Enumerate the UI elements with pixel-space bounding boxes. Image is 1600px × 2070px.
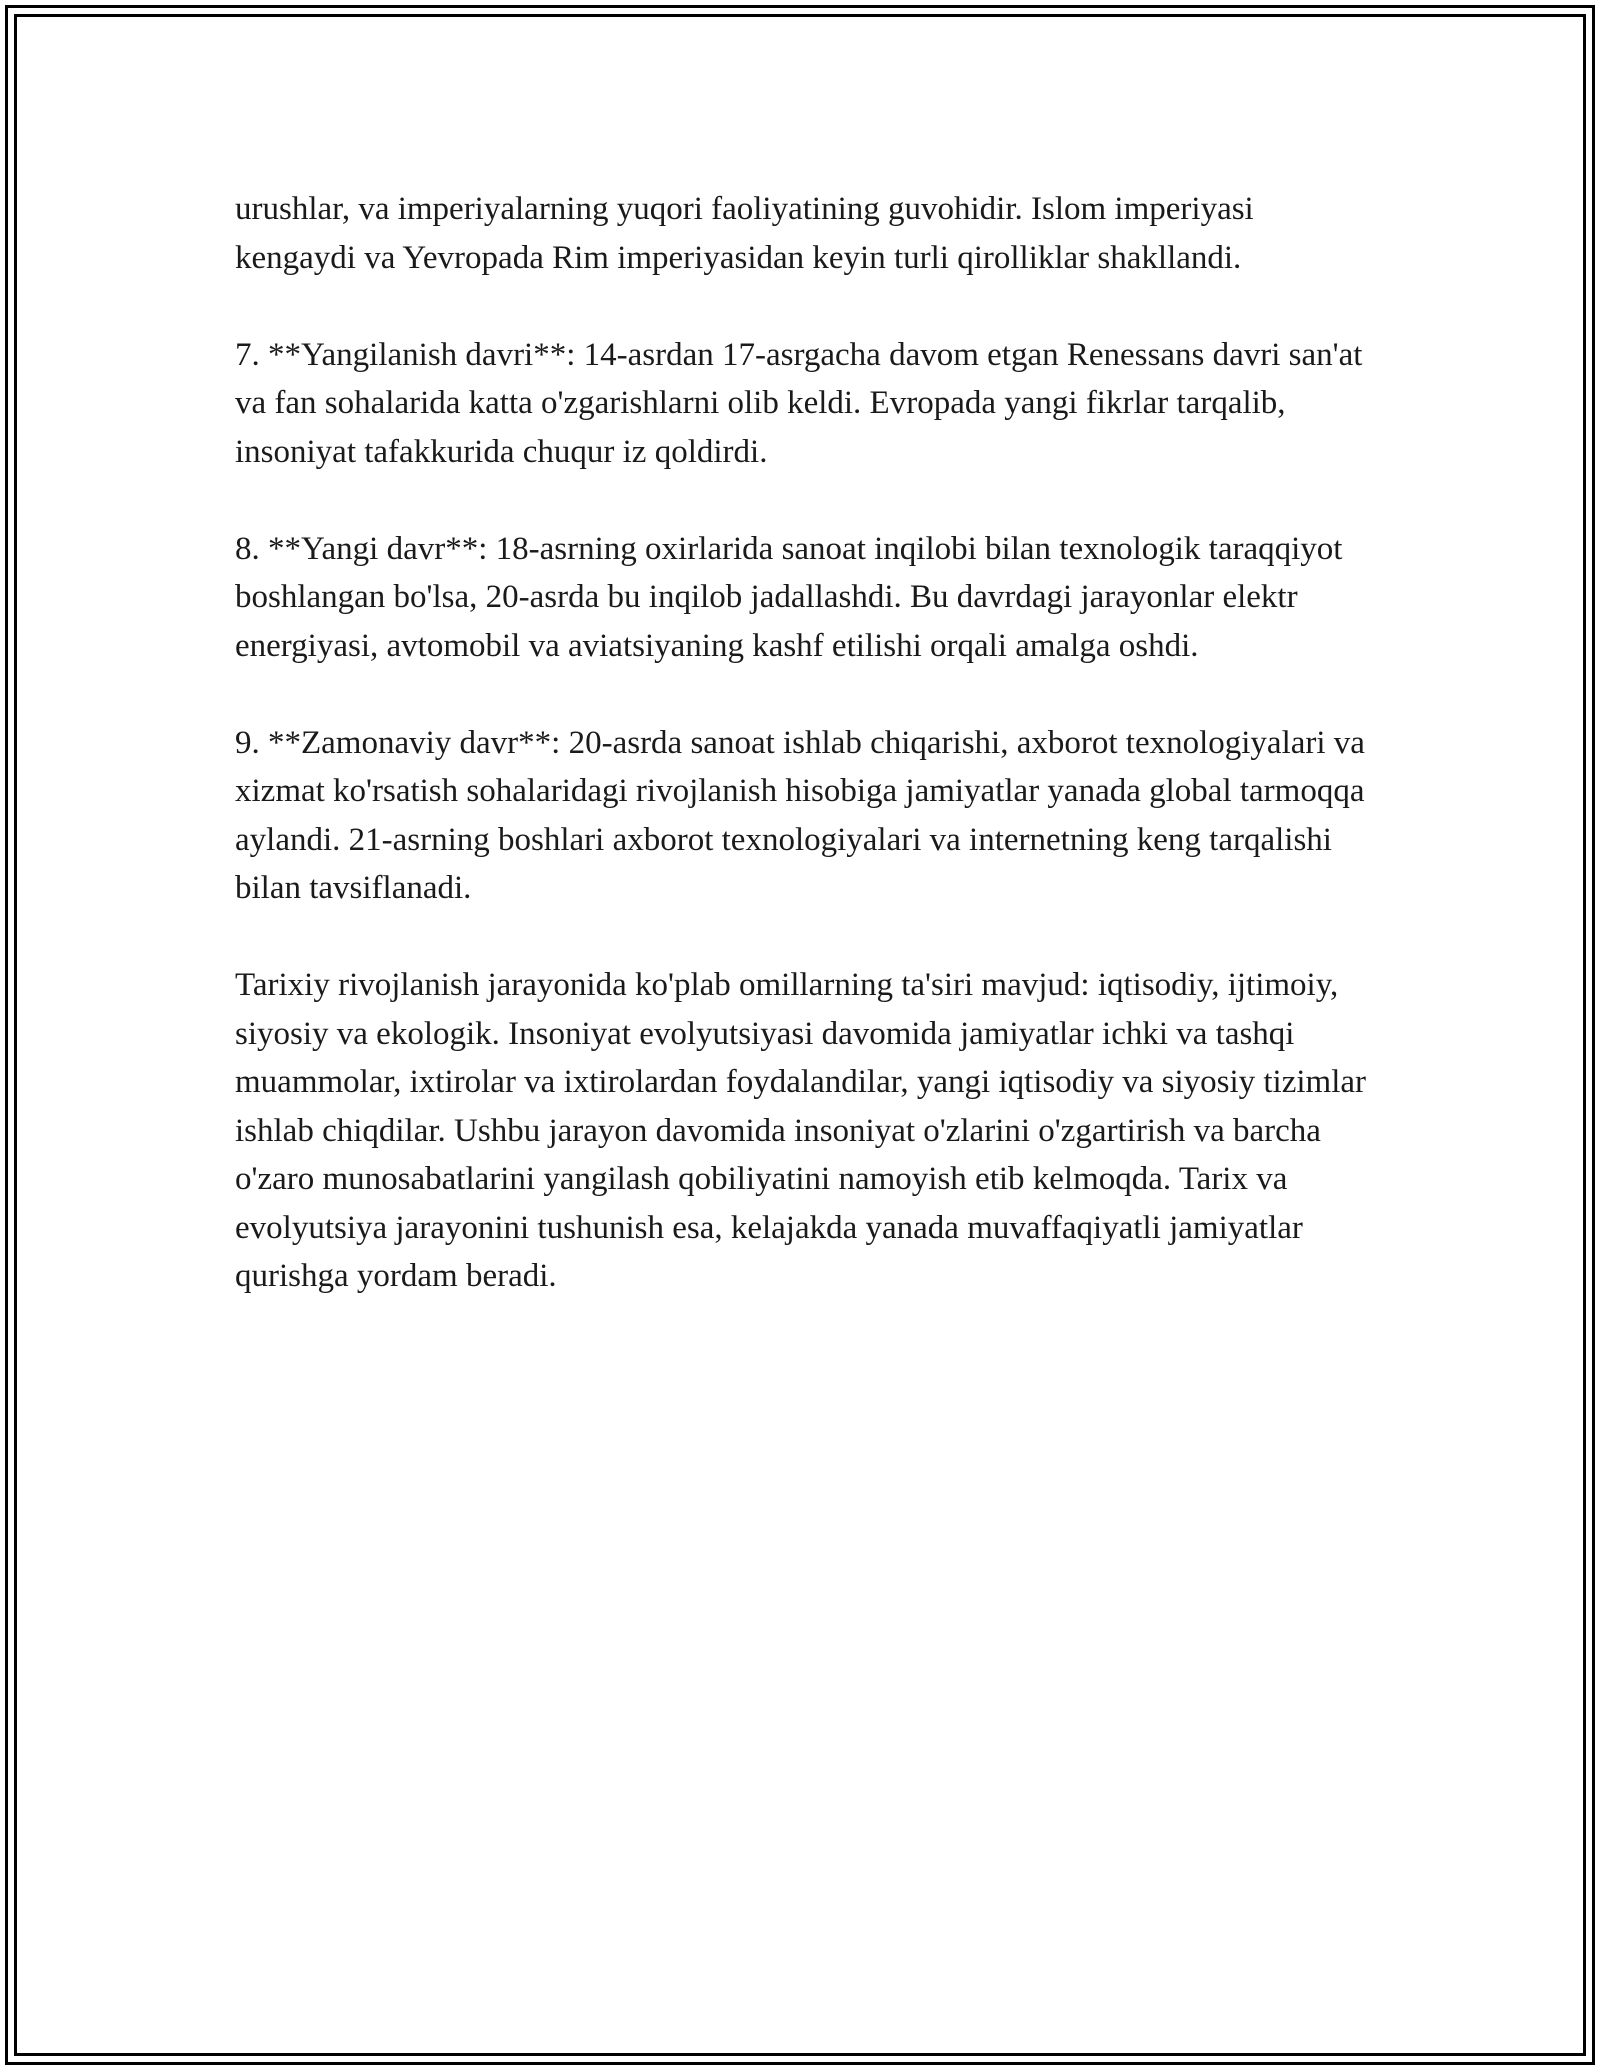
paragraph-new-era: 8. **Yangi davr**: 18-asrning oxirlarida sanoat inqilobi bilan texnologik taraqqiyot boshlangan bo'lsa, 20-asrda bu inqilob jadallashdi. Bu davrdagi jarayonlar elektr energiyasi, avtomobil va aviatsiyaning kashf etilishi orqali amalga oshdi. xyxy=(235,530,1343,664)
paragraph-modern-era: 9. **Zamonaviy davr**: 20-asrda sanoat ishlab chiqarishi, axborot texnologiyalari va xizmat ko'rsatish sohalaridagi rivojlanish hisobiga jamiyatlar yanada global tarmoqqa aylandi. 21-asrning boshlari axborot texnologiyalari va internetning keng tarqalishi bilan tavsiflanadi. xyxy=(235,724,1365,906)
document-body xyxy=(235,185,1375,1349)
paragraph-conclusion: Tarixiy rivojlanish jarayonida ko'plab omillarning ta'siri mavjud: iqtisodiy, ijtimoiy, siyosiy va ekologik. Insoniyat evolyutsiyasi davomida jamiyatlar ichki va tashqi muammolar, ixtirolar va ixtirolardan foydalandilar, yangi iqtisodiy va siyosiy tizimlar ishlab chiqdilar. Ushbu jarayon davomida insoniyat o'zlarini o'zgartirish va barcha o'zaro munosabatlarini yangilash qobiliyatini namoyish etib kelmoqda. Tarix va evolyutsiya jarayonini tushunish esa, kelajakda yanada muvaffaqiyatli jamiyatlar qurishga yordam beradi. xyxy=(235,967,1367,1294)
paragraph-continuation: urushlar, va imperiyalarning yuqori faoliyatining guvohidir. Islom imperiyasi kengaydi va Yevropada Rim imperiyasidan keyin turli qirolliklar shakllandi. xyxy=(235,191,1254,276)
paragraph-renaissance: 7. **Yangilanish davri**: 14-asrdan 17-asrgacha davom etgan Renessans davri san'at va fan sohalarida katta o'zgarishlarni olib keldi. Evropada yangi fikrlar tarqalib, insoniyat tafakkurida chuqur iz qoldirdi. xyxy=(235,336,1363,470)
